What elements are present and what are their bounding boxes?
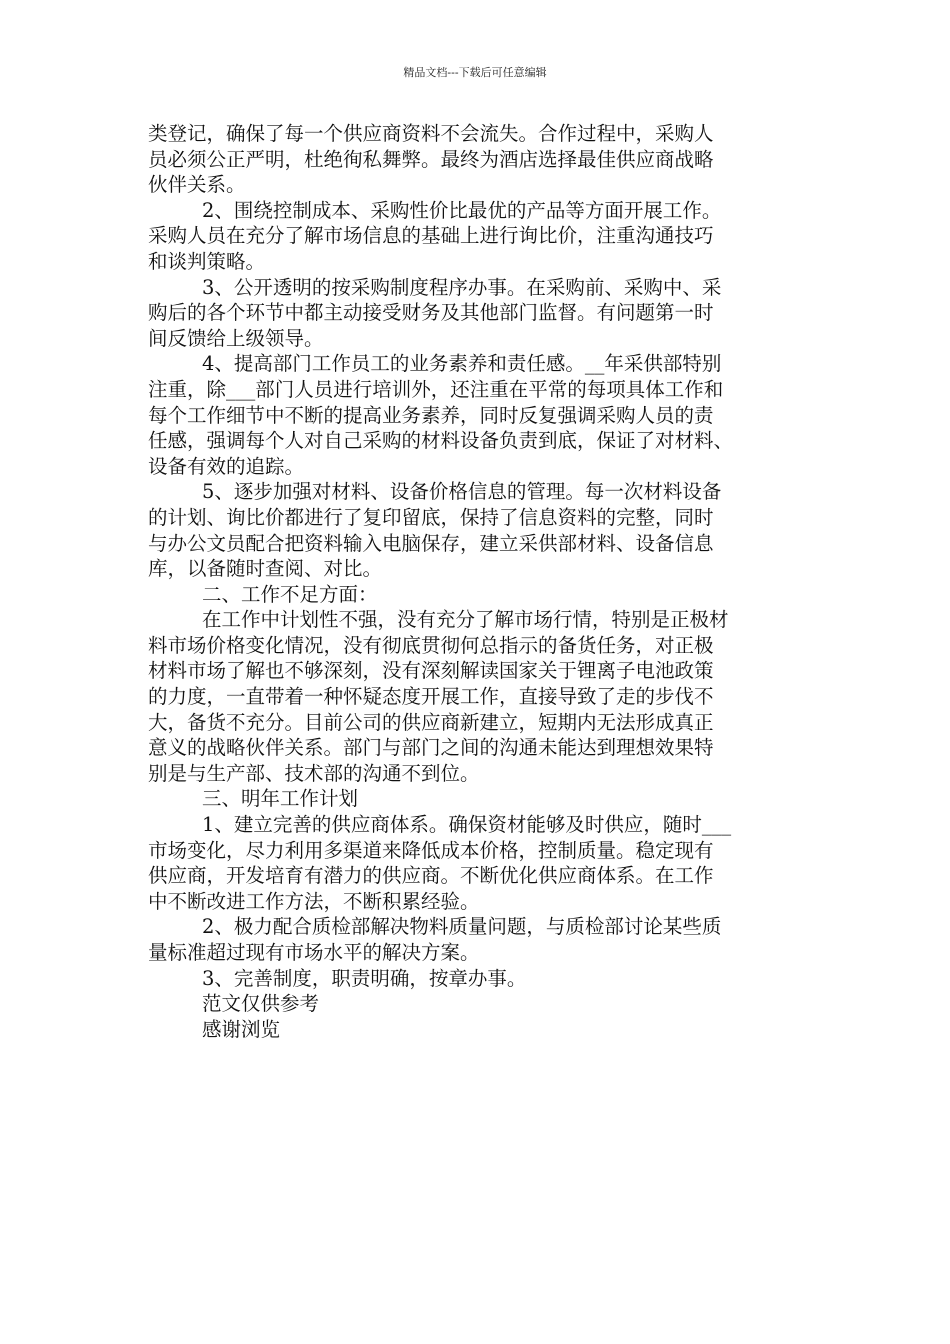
page-header: 精品文档---下载后可任意编辑 [403, 66, 547, 79]
body-line: 市场变化，尽力利用多渠道来降低成本价格，控制质量。稳定现有 [148, 838, 714, 862]
section-heading: 二、工作不足方面： [202, 582, 378, 606]
body-line: 大，备货不充分。目前公司的供应商新建立，短期内无法形成真正 [148, 710, 714, 734]
paragraph-start-line: 1、建立完善的供应商体系。确保资材能够及时供应，随时___ [202, 813, 732, 837]
body-line: 注重，除___部门人员进行培训外，还注重在平常的每项具体工作和 [148, 377, 724, 401]
body-line: 员必须公正严明，杜绝徇私舞弊。最终为酒店选择最佳供应商战略 [148, 147, 714, 171]
body-line: 料市场价格变化情况，没有彻底贯彻何总指示的备货任务，对正极 [148, 633, 714, 657]
paragraph-start-line: 3、公开透明的按采购制度程序办事。在采购前、采购中、采 [202, 275, 722, 299]
paragraph-start-line: 5、逐步加强对材料、设备价格信息的管理。每一次材料设备 [202, 480, 722, 504]
paragraph-start-line: 2、极力配合质检部解决物料质量问题，与质检部讨论某些质 [202, 915, 722, 939]
body-line: 购后的各个环节中都主动接受财务及其他部门监督。有问题第一时 [148, 301, 714, 325]
body-line: 类登记，确保了每一个供应商资料不会流失。合作过程中，采购人 [148, 122, 714, 145]
body-line: 中不断改进工作方法，不断积累经验。 [148, 889, 480, 913]
body-line: 伙伴关系。 [148, 173, 246, 197]
body-line: 别是与生产部、技术部的沟通不到位。 [148, 761, 480, 785]
body-line: 材料市场了解也不够深刻，没有深刻解读国家关于锂离子电池政策 [148, 659, 714, 683]
body-line: 设备有效的追踪。 [148, 454, 305, 478]
body-line: 的计划、询比价都进行了复印留底，保持了信息资料的完整，同时 [148, 505, 714, 529]
paragraph-start-line: 2、围绕控制成本、采购性价比最优的产品等方面开展工作。 [202, 198, 722, 222]
body-line: 与办公文员配合把资料输入电脑保存，建立采供部材料、设备信息 [148, 531, 714, 555]
footer-note: 范文仅供参考 [202, 992, 320, 1016]
body-line: 意义的战略伙伴关系。部门与部门之间的沟通未能达到理想效果特 [148, 736, 714, 760]
body-line: 每个工作细节中不断的提高业务素养，同时反复强调采购人员的责 [148, 403, 714, 427]
footer-note: 感谢浏览 [202, 1017, 281, 1041]
section-heading: 三、明年工作计划 [202, 787, 359, 811]
paragraph-start-line: 4、提高部门工作员工的业务素养和责任感。__年采供部特别 [202, 352, 722, 376]
body-line: 量标准超过现有市场水平的解决方案。 [148, 941, 480, 964]
body-line: 采购人员在充分了解市场信息的基础上进行询比价，注重沟通技巧 [148, 224, 714, 248]
body-line: 的力度，一直带着一种怀疑态度开展工作，直接导致了走的步伐不 [148, 685, 714, 709]
body-line: 和谈判策略。 [148, 249, 266, 273]
paragraph-start-line: 在工作中计划性不强，没有充分了解市场行情，特别是正极材 [202, 608, 729, 632]
body-line: 任感，强调每个人对自己采购的材料设备负责到底，保证了对材料、 [148, 429, 734, 453]
document-body [148, 121, 808, 1042]
paragraph-start-line: 3、完善制度，职责明确，按章办事。 [202, 966, 527, 990]
body-line: 库，以备随时查阅、对比。 [148, 557, 383, 581]
body-line: 供应商，开发培育有潜力的供应商。不断优化供应商体系。在工作 [148, 864, 714, 888]
body-line: 间反馈给上级领导。 [148, 326, 324, 350]
